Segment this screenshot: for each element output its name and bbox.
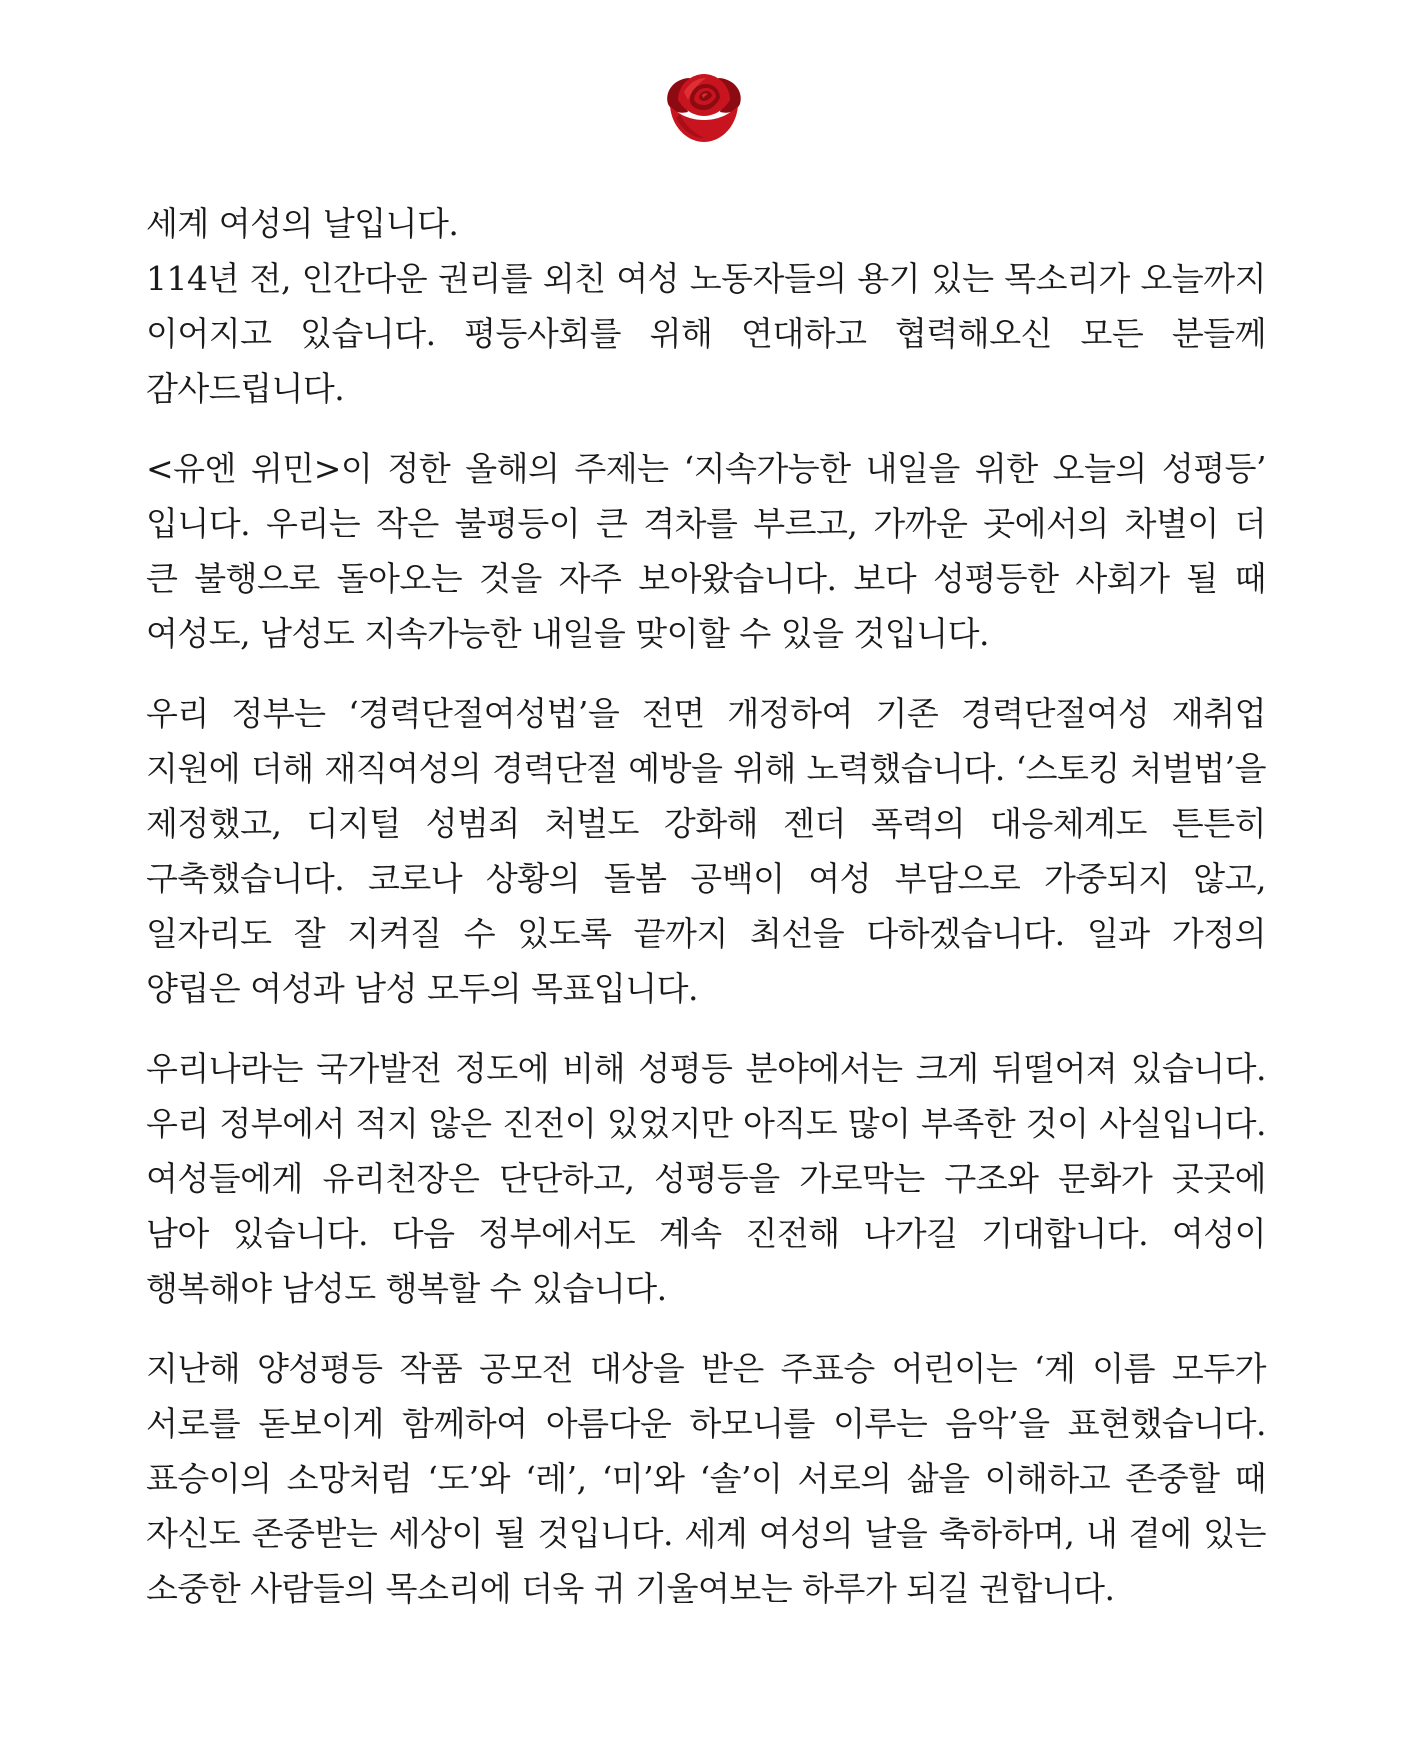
header-decoration — [0, 0, 1407, 160]
text-line: 여성도, 남성도 지속가능한 내일을 맞이할 수 있을 것입니다. — [146, 614, 989, 653]
text-line: 제정했고, 디지털 성범죄 처벌도 강화해 젠더 폭력의 대응체계도 튼튼히 — [146, 804, 1266, 843]
text-line: 지난해 양성평등 작품 공모전 대상을 받은 주표승 어린이는 ‘계 이름 모두가 — [146, 1349, 1266, 1388]
text-line: 서로를 돋보이게 함께하여 아름다운 하모니를 이루는 음악’을 표현했습니다. — [146, 1404, 1266, 1443]
rose-icon — [662, 70, 746, 146]
text-line: 114년 전, 인간다운 권리를 외친 여성 노동자들의 용기 있는 목소리가 오늘까지 — [146, 259, 1266, 298]
letter-body — [146, 196, 1266, 1641]
text-line: 입니다. 우리는 작은 불평등이 큰 격차를 부르고, 가까운 곳에서의 차별이 더 — [146, 504, 1266, 543]
paragraph-1 — [146, 196, 1266, 416]
text-line: 이어지고 있습니다. 평등사회를 위해 연대하고 협력해오신 모든 분들께 — [146, 314, 1266, 353]
text-line: 우리 정부에서 적지 않은 진전이 있었지만 아직도 많이 부족한 것이 사실입니다. — [146, 1104, 1266, 1143]
text-line: 일자리도 잘 지켜질 수 있도록 끝까지 최선을 다하겠습니다. 일과 가정의 — [146, 914, 1266, 953]
text-line: 우리나라는 국가발전 정도에 비해 성평등 분야에서는 크게 뒤떨어져 있습니다. — [146, 1049, 1266, 1088]
text-line: 표승이의 소망처럼 ‘도’와 ‘레’, ‘미’와 ‘솔’이 서로의 삶을 이해하고 존중할 때 — [146, 1459, 1266, 1498]
text-line: 감사드립니다. — [146, 369, 345, 408]
text-line: 여성들에게 유리천장은 단단하고, 성평등을 가로막는 구조와 문화가 곳곳에 — [146, 1159, 1266, 1198]
text-line: <유엔 위민>이 정한 올해의 주제는 ‘지속가능한 내일을 위한 오늘의 성평등’ — [146, 449, 1266, 488]
text-line: 구축했습니다. 코로나 상황의 돌봄 공백이 여성 부담으로 가중되지 않고, — [146, 859, 1266, 898]
text-line: 행복해야 남성도 행복할 수 있습니다. — [146, 1269, 667, 1308]
text-line: 큰 불행으로 돌아오는 것을 자주 보아왔습니다. 보다 성평등한 사회가 될 때 — [146, 559, 1266, 598]
paragraph-5 — [146, 1341, 1266, 1616]
text-line: 자신도 존중받는 세상이 될 것입니다. 세계 여성의 날을 축하하며, 내 곁에 있는 — [146, 1514, 1266, 1553]
paragraph-3 — [146, 686, 1266, 1016]
text-line: 세계 여성의 날입니다. — [146, 204, 459, 243]
paragraph-2 — [146, 441, 1266, 661]
text-line: 소중한 사람들의 목소리에 더욱 귀 기울여보는 하루가 되길 권합니다. — [146, 1569, 1115, 1608]
text-line: 양립은 여성과 남성 모두의 목표입니다. — [146, 969, 698, 1008]
text-line: 지원에 더해 재직여성의 경력단절 예방을 위해 노력했습니다. ‘스토킹 처벌법’을 — [146, 749, 1266, 788]
text-line: 우리 정부는 ‘경력단절여성법’을 전면 개정하여 기존 경력단절여성 재취업 — [146, 694, 1266, 733]
text-line: 남아 있습니다. 다음 정부에서도 계속 진전해 나가길 기대합니다. 여성이 — [146, 1214, 1266, 1253]
paragraph-4 — [146, 1041, 1266, 1316]
